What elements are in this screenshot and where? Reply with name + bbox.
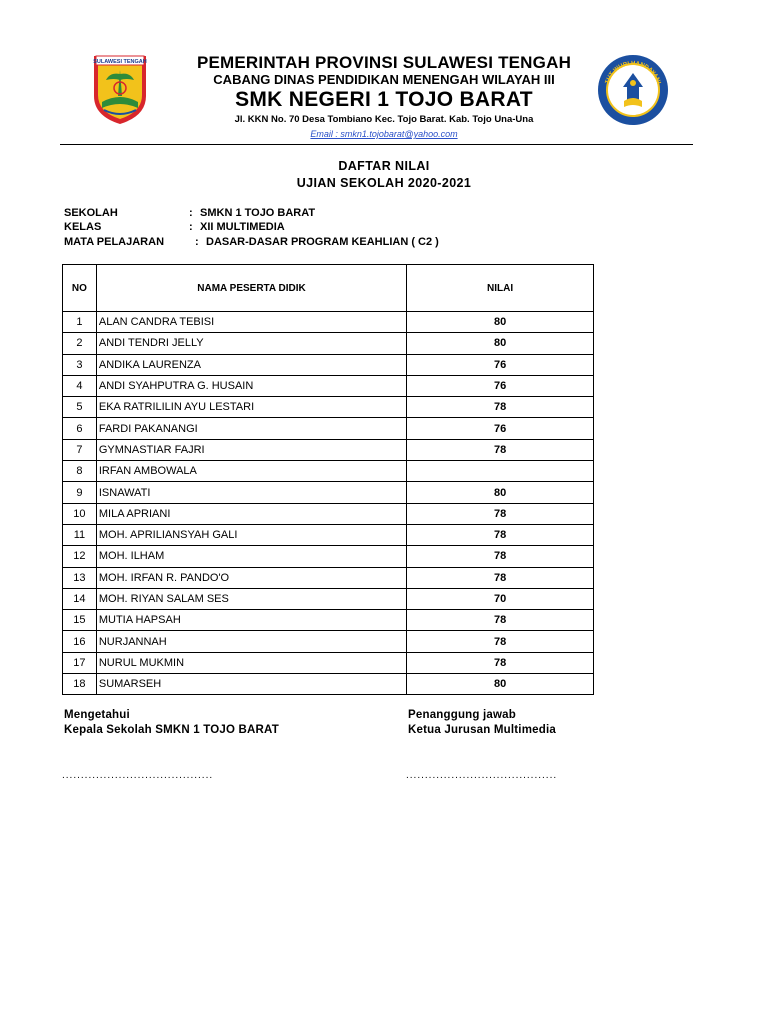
info-kelas-value: XII MULTIMEDIA <box>200 221 285 233</box>
info-mapel-colon: : <box>195 236 199 248</box>
row-score: 78 <box>407 546 594 567</box>
header-score: NILAI <box>407 265 594 312</box>
table-header-row <box>63 265 594 312</box>
header-school-name: SMK NEGERI 1 TOJO BARAT <box>235 88 533 111</box>
row-student-name: IRFAN AMBOWALA <box>96 461 406 482</box>
header-no: NO <box>63 265 97 312</box>
row-number: 11 <box>63 524 97 545</box>
table-row <box>63 461 594 482</box>
row-student-name: MUTIA HAPSAH <box>96 610 406 631</box>
row-score: 76 <box>407 418 594 439</box>
doc-subtitle: UJIAN SEKOLAH 2020-2021 <box>296 176 472 190</box>
row-student-name: SUMARSEH <box>96 674 406 695</box>
table-row <box>63 439 594 460</box>
info-kelas-row <box>64 221 624 235</box>
header-address: Jl. KKN No. 70 Desa Tombiano Kec. Tojo Barat. Kab. Tojo Una-Una <box>234 114 534 125</box>
table-row <box>63 674 594 695</box>
row-student-name: MOH. RIYAN SALAM SES <box>96 588 406 609</box>
header-name: NAMA PESERTA DIDIK <box>96 265 406 312</box>
row-student-name: ANDIKA LAURENZA <box>96 354 406 375</box>
row-score: 76 <box>407 354 594 375</box>
sig-left-line1: Mengetahui <box>64 709 130 721</box>
row-number: 8 <box>63 461 97 482</box>
row-score: 78 <box>407 439 594 460</box>
info-mapel-label: MATA PELAJARAN <box>64 236 165 248</box>
row-student-name: EKA RATRILILIN AYU LESTARI <box>96 397 406 418</box>
row-number: 17 <box>63 652 97 673</box>
info-kelas-colon: : <box>189 221 193 233</box>
row-score: 76 <box>407 375 594 396</box>
table-row <box>63 482 594 503</box>
sig-left-dots: ........................................ <box>62 770 214 781</box>
grades-table <box>62 264 594 695</box>
row-score: 78 <box>407 397 594 418</box>
logo-right-text: TUT WURI HANDAYANI <box>604 60 662 85</box>
table-row <box>63 631 594 652</box>
header-divider <box>60 144 693 145</box>
row-number: 3 <box>63 354 97 375</box>
table-row <box>63 588 594 609</box>
row-number: 1 <box>63 312 97 333</box>
row-student-name: MOH. APRILIANSYAH GALI <box>96 524 406 545</box>
info-kelas-label: KELAS <box>64 221 102 233</box>
row-score: 80 <box>407 333 594 354</box>
header-department: CABANG DINAS PENDIDIKAN MENENGAH WILAYAH III <box>213 72 555 87</box>
row-score <box>407 461 594 482</box>
row-student-name: NURUL MUKMIN <box>96 652 406 673</box>
row-number: 12 <box>63 546 97 567</box>
table-row <box>63 418 594 439</box>
info-mapel-row <box>64 236 624 250</box>
row-student-name: MILA APRIANI <box>96 503 406 524</box>
row-score: 70 <box>407 588 594 609</box>
table-row <box>63 375 594 396</box>
table-body <box>63 312 594 695</box>
sig-right-line2: Ketua Jurusan Multimedia <box>408 724 556 736</box>
info-sekolah-row <box>64 207 624 221</box>
row-number: 2 <box>63 333 97 354</box>
sig-left-line2: Kepala Sekolah SMKN 1 TOJO BARAT <box>64 724 279 736</box>
header-email-link[interactable]: Email : smkn1.tojobarat@yahoo.com <box>310 129 458 139</box>
row-score: 80 <box>407 482 594 503</box>
row-student-name: GYMNASTIAR FAJRI <box>96 439 406 460</box>
row-student-name: ISNAWATI <box>96 482 406 503</box>
table-row <box>63 503 594 524</box>
table-row <box>63 524 594 545</box>
table-row <box>63 397 594 418</box>
row-student-name: NURJANNAH <box>96 631 406 652</box>
row-number: 15 <box>63 610 97 631</box>
row-score: 80 <box>407 674 594 695</box>
row-number: 6 <box>63 418 97 439</box>
table-row <box>63 567 594 588</box>
row-score: 78 <box>407 503 594 524</box>
sig-right-line1: Penanggung jawab <box>408 709 516 721</box>
table-row <box>63 652 594 673</box>
row-score: 78 <box>407 610 594 631</box>
row-score: 78 <box>407 567 594 588</box>
table-row <box>63 354 594 375</box>
row-number: 13 <box>63 567 97 588</box>
row-student-name: FARDI PAKANANGI <box>96 418 406 439</box>
table-row <box>63 610 594 631</box>
row-score: 78 <box>407 652 594 673</box>
table-row <box>63 312 594 333</box>
row-score: 78 <box>407 524 594 545</box>
row-number: 9 <box>63 482 97 503</box>
row-student-name: MOH. ILHAM <box>96 546 406 567</box>
row-score: 80 <box>407 312 594 333</box>
info-sekolah-colon: : <box>189 207 193 219</box>
row-student-name: ANDI SYAHPUTRA G. HUSAIN <box>96 375 406 396</box>
row-student-name: MOH. IRFAN R. PANDO'O <box>96 567 406 588</box>
row-number: 16 <box>63 631 97 652</box>
doc-title: DAFTAR NILAI <box>338 159 430 173</box>
info-sekolah-value: SMKN 1 TOJO BARAT <box>200 207 316 219</box>
info-mapel-value: DASAR-DASAR PROGRAM KEAHLIAN ( C2 ) <box>206 236 439 248</box>
row-number: 10 <box>63 503 97 524</box>
row-student-name: ANDI TENDRI JELLY <box>96 333 406 354</box>
table-row <box>63 333 594 354</box>
row-number: 14 <box>63 588 97 609</box>
row-student-name: ALAN CANDRA TEBISI <box>96 312 406 333</box>
row-number: 18 <box>63 674 97 695</box>
info-sekolah-label: SEKOLAH <box>64 207 118 219</box>
sig-right-dots: ........................................ <box>406 770 558 781</box>
row-number: 5 <box>63 397 97 418</box>
row-number: 4 <box>63 375 97 396</box>
table-row <box>63 546 594 567</box>
row-number: 7 <box>63 439 97 460</box>
row-score: 78 <box>407 631 594 652</box>
logo-left-text: SULAWESI TENGAH <box>93 59 147 65</box>
header-government: PEMERINTAH PROVINSI SULAWESI TENGAH <box>196 53 572 72</box>
